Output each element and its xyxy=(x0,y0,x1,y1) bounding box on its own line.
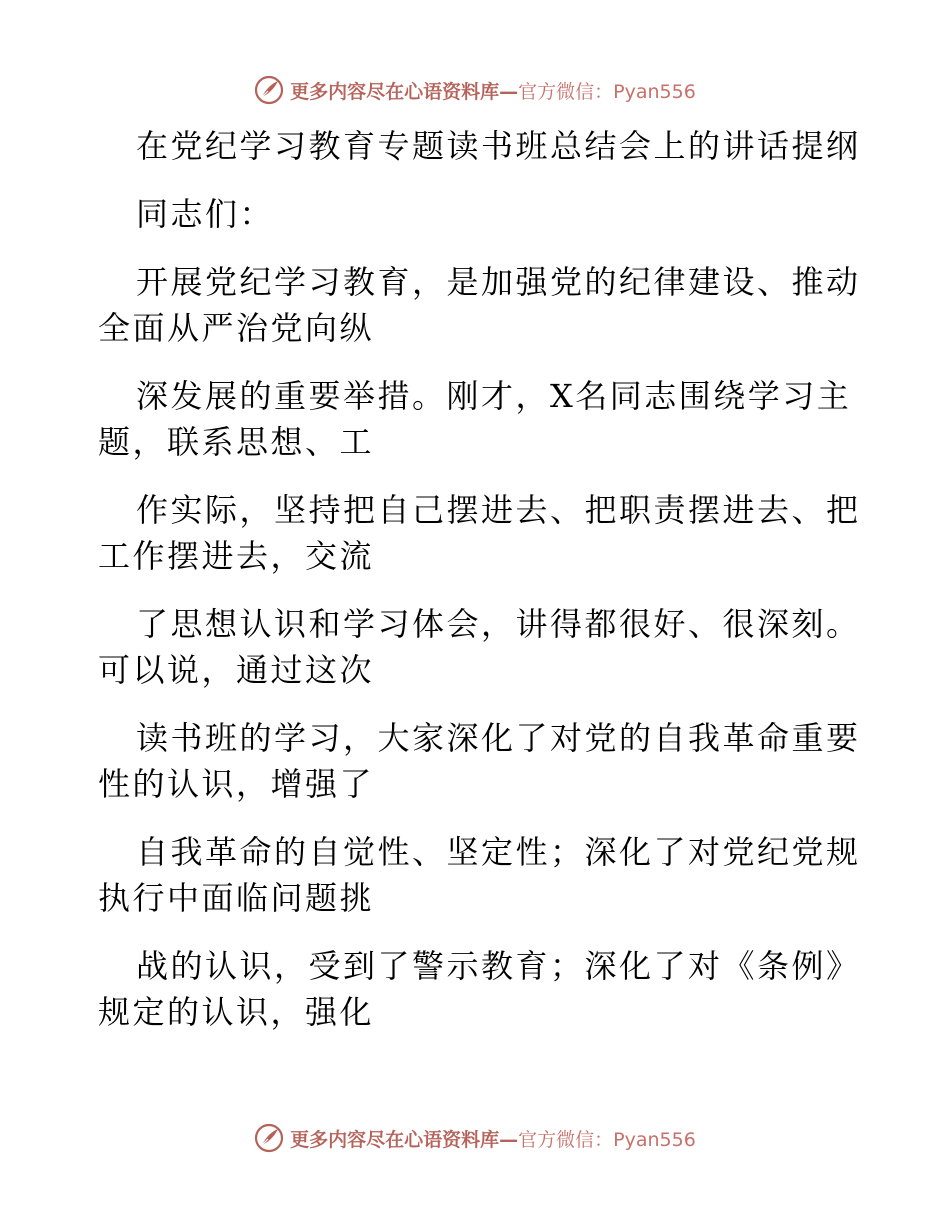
paragraph-line: 了思想认识和学习体会，讲得都很好、很深刻。 xyxy=(136,605,861,643)
banner-main-text: 更多内容尽在心语资料库— xyxy=(290,1128,519,1151)
document-body xyxy=(98,124,861,1034)
paragraph-line: 全面从严治党向纵 xyxy=(98,309,375,347)
banner-wechat-text: 官方微信：Pyan556 xyxy=(518,80,696,103)
paragraph-line: 开展党纪学习教育，是加强党的纪律建设、推动 xyxy=(136,263,861,301)
paragraph-line: 性的认识，增强了 xyxy=(98,765,375,803)
header-banner xyxy=(0,72,950,108)
banner-main-text: 更多内容尽在心语资料库— xyxy=(290,80,519,103)
paragraph-line: 读书班的学习，大家深化了对党的自我革命重要 xyxy=(136,719,861,757)
banner-wechat-text: 官方微信：Pyan556 xyxy=(518,1128,696,1151)
paragraph-line: 可以说，通过这次 xyxy=(98,651,375,689)
quill-logo-icon xyxy=(254,75,284,105)
footer-banner xyxy=(0,1120,950,1156)
document-title: 在党纪学习教育专题读书班总结会上的讲话提纲 xyxy=(136,127,861,165)
quill-logo-icon xyxy=(254,1123,284,1153)
paragraph-line: 深发展的重要举措。刚才，X名同志围绕学习主 xyxy=(136,377,852,415)
paragraph-line: 题，联系思想、工 xyxy=(98,423,375,461)
salutation: 同志们： xyxy=(136,195,275,233)
paragraph-line: 作实际，坚持把自己摆进去、把职责摆进去、把 xyxy=(136,491,861,529)
paragraph-line: 执行中面临问题挑 xyxy=(98,879,375,917)
paragraph-line: 自我革命的自觉性、坚定性；深化了对党纪党规 xyxy=(136,833,861,871)
paragraph-line: 规定的认识，强化 xyxy=(98,993,375,1031)
paragraph-line: 工作摆进去，交流 xyxy=(98,537,375,575)
paragraph-line: 战的认识，受到了警示教育；深化了对《条例》 xyxy=(136,947,861,985)
